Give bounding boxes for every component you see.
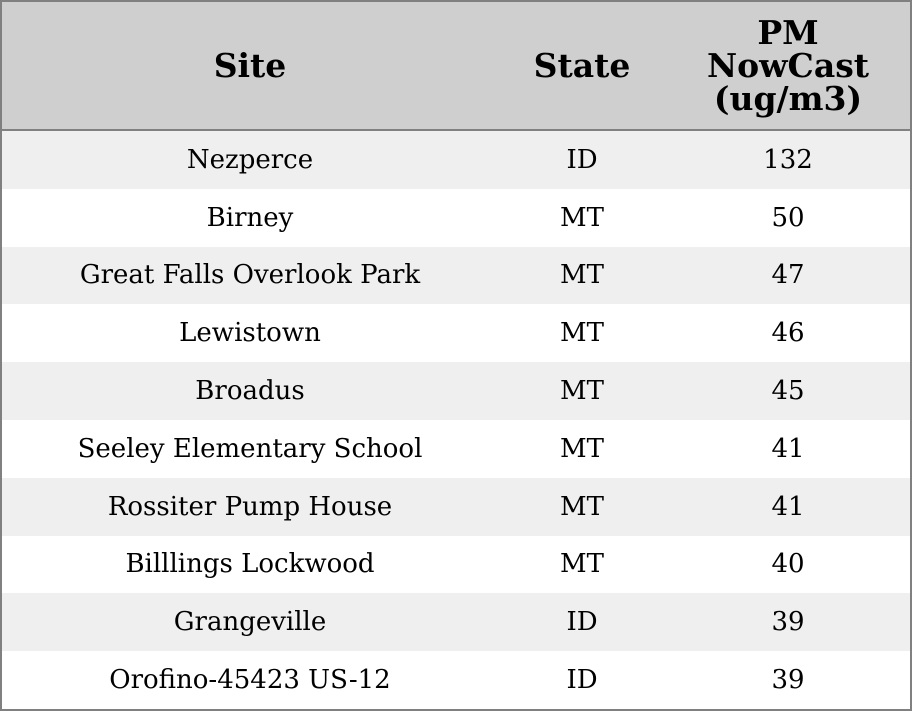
cell-pm-nowcast: 39: [771, 665, 805, 696]
cell-state: MT: [560, 549, 604, 580]
table-row: [2, 189, 910, 247]
cell-site: Rossiter Pump House: [107, 491, 393, 522]
cell-state: ID: [566, 144, 598, 175]
table-row: [2, 478, 910, 536]
table-row: [2, 536, 910, 594]
table-row: [2, 651, 910, 709]
cell-state: MT: [560, 260, 604, 291]
column-header-state: State: [533, 46, 631, 85]
cell-pm-nowcast: 47: [771, 260, 805, 291]
column-header-pm-nowcast: [666, 2, 910, 129]
cell-pm-nowcast: 45: [771, 376, 805, 407]
cell-pm-nowcast: 40: [771, 549, 805, 580]
cell-site: Billlings Lockwood: [125, 549, 375, 580]
cell-site: Great Falls Overlook Park: [79, 260, 421, 291]
cell-pm-nowcast: 46: [771, 318, 805, 349]
cell-pm-nowcast: 132: [763, 144, 813, 175]
cell-pm-nowcast: 41: [771, 491, 805, 522]
cell-state: MT: [560, 202, 604, 233]
cell-state: ID: [566, 607, 598, 638]
table-header-row: [2, 2, 910, 131]
cell-site: Nezperce: [186, 144, 314, 175]
cell-site: Broadus: [195, 376, 305, 407]
table-row: [2, 304, 910, 362]
cell-state: ID: [566, 665, 598, 696]
cell-site: Seeley Elementary School: [77, 433, 423, 464]
cell-state: MT: [560, 318, 604, 349]
column-header-pm-nowcast-label: PM NowCast (ug/m3): [706, 13, 870, 118]
cell-site: Grangeville: [173, 607, 327, 638]
cell-pm-nowcast: 41: [771, 433, 805, 464]
cell-state: MT: [560, 491, 604, 522]
table-row: [2, 247, 910, 305]
table-row: [2, 420, 910, 478]
cell-state: MT: [560, 433, 604, 464]
cell-site: Birney: [206, 202, 294, 233]
column-header-site: Site: [213, 46, 287, 85]
cell-site: Orofino-45423 US-12: [109, 665, 391, 696]
table-body: [2, 131, 910, 709]
cell-pm-nowcast: 39: [771, 607, 805, 638]
table-row: [2, 593, 910, 651]
cell-state: MT: [560, 376, 604, 407]
table-row: [2, 362, 910, 420]
cell-site: Lewistown: [179, 318, 321, 349]
cell-pm-nowcast: 50: [771, 202, 805, 233]
table-row: [2, 131, 910, 189]
